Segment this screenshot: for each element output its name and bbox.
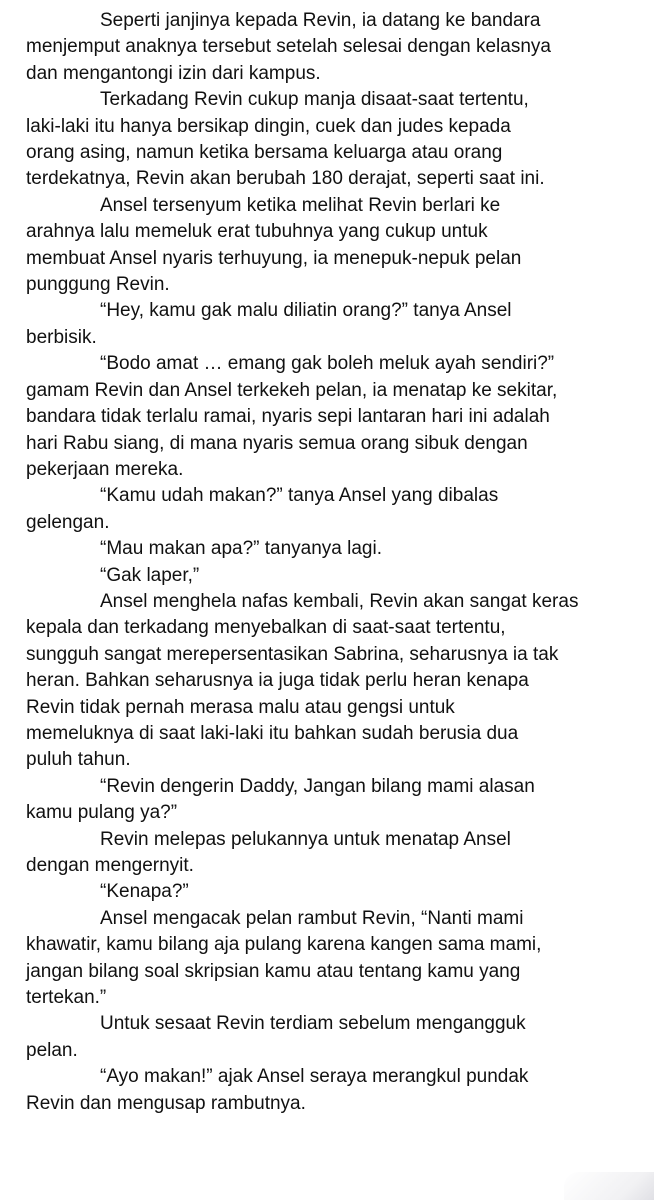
paragraph: Terkadang Revin cukup manja disaat-saat tertentu, laki-laki itu hanya bersikap dingin, cuek dan judes kepada orang asing, namun ketika bersama keluarga atau orang terdekatnya, Revin akan berubah 180 derajat, seperti saat ini.: [26, 89, 545, 190]
paragraph: “Mau makan apa?” tanyanya lagi.: [100, 538, 382, 560]
paragraph: Seperti janjinya kepada Revin, ia datang ke bandara menjemput anaknya tersebut setelah selesai dengan kelasnya dan mengantongi izin dari kampus.: [26, 10, 551, 84]
paragraph: “Bodo amat … emang gak boleh meluk ayah sendiri?” gamam Revin dan Ansel terkekeh pelan, ia menatap ke sekitar, bandara tidak terlalu ramai, nyaris sepi lantaran hari ini adalah hari Rabu siang, di mana nyaris semua orang sibuk dengan pekerjaan mereka.: [26, 353, 558, 480]
paragraph: Revin melepas pelukannya untuk menatap Ansel dengan mengernyit.: [26, 828, 511, 876]
paragraph: “Ayo makan!” ajak Ansel seraya merangkul pundak Revin dan mengusap rambutnya.: [26, 1066, 529, 1114]
paragraph: “Kenapa?”: [100, 881, 189, 903]
paragraph: “Kamu udah makan?” tanya Ansel yang dibalas gelengan.: [26, 485, 499, 533]
paragraph: “Gak laper,”: [100, 564, 200, 586]
paragraph: Ansel mengacak pelan rambut Revin, “Nanti mami khawatir, kamu bilang aja pulang karena kangen sama mami, jangan bilang soal skripsian kamu atau tentang kamu yang tertekan.”: [26, 907, 542, 1009]
paragraph: Ansel menghela nafas kembali, Revin akan sangat keras kepala dan terkadang menyebalkan di saat-saat tertentu, sungguh sangat merepersentasikan Sabrina, seharusnya ia tak heran. Bahkan seharusnya ia juga tidak perlu heran kenapa Revin tidak pernah merasa malu atau gengsi untuk memeluknya di saat laki-laki itu bahkan sudah berusia dua puluh tahun.: [26, 590, 579, 771]
paragraph: Ansel tersenyum ketika melihat Revin berlari ke arahnya lalu memeluk erat tubuhnya yang cukup untuk membuat Ansel nyaris terhuyung, ia menepuk-nepuk pelan punggung Revin.: [26, 194, 522, 296]
paragraph: “Revin dengerin Daddy, Jangan bilang mami alasan kamu pulang ya?”: [26, 775, 535, 824]
paragraph: “Hey, kamu gak malu diliatin orang?” tanya Ansel berbisik.: [26, 300, 512, 348]
page-corner-shade: [564, 1172, 654, 1200]
story-text: [26, 8, 636, 1117]
paragraph: Untuk sesaat Revin terdiam sebelum mengangguk pelan.: [26, 1013, 526, 1061]
